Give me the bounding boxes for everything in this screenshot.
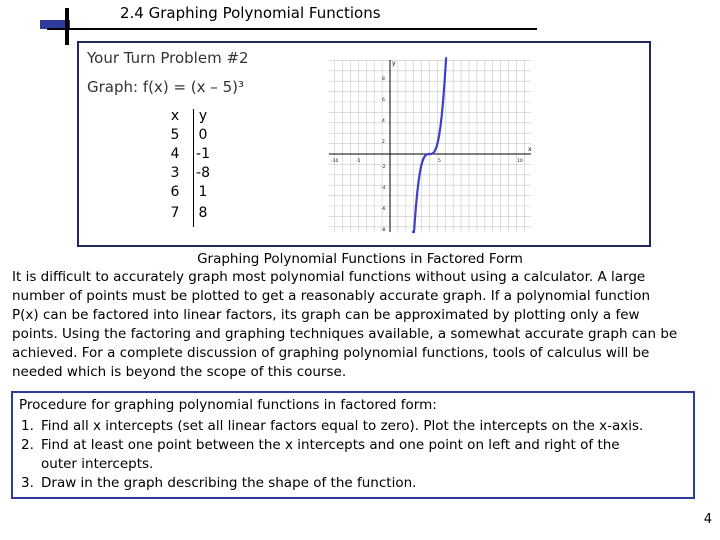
step-number: 1. <box>21 418 34 434</box>
x-cell: 6 <box>170 184 180 200</box>
paragraph-line: points. Using the factoring and graphing techniques available, a somewhat accurate graph can be <box>12 326 678 342</box>
x-tick-label: -10 <box>331 159 339 164</box>
y-tick-label: 8 <box>382 77 385 82</box>
procedure-box <box>11 391 695 499</box>
page-number: 4 <box>703 512 712 527</box>
slide-title: 2.4 Graphing Polynomial Functions <box>120 4 381 22</box>
y-tick-label: -4 <box>381 186 386 191</box>
header-rule <box>47 28 537 30</box>
y-tick-label: 2 <box>382 140 385 145</box>
y-axis-label: y <box>392 60 396 67</box>
step-text: Find at least one point between the x intercepts and one point on left and right of the <box>41 437 620 453</box>
panel-graph-label: Graph: f(x) = (x – 5)³ <box>87 78 244 96</box>
grid-lines <box>329 60 531 232</box>
step-number: 2. <box>21 437 34 453</box>
x-tick-label: 10 <box>517 159 523 164</box>
procedure-step <box>21 436 643 455</box>
cubic-graph <box>325 56 535 234</box>
step-text: Draw in the graph describing the shape of the function. <box>41 475 417 491</box>
y-cell: 0 <box>198 127 208 143</box>
y-tick-label: 6 <box>382 98 385 103</box>
x-cell: 7 <box>170 205 180 221</box>
table-divider <box>193 109 194 227</box>
x-column <box>165 107 185 223</box>
paragraph-line: needed which is beyond the scope of this course. <box>12 364 347 380</box>
y-header: y <box>198 108 208 124</box>
y-tick-label: -6 <box>381 207 386 212</box>
procedure-step <box>21 474 643 493</box>
x-tick-label: -5 <box>356 159 361 164</box>
paragraph-line: P(x) can be factored into linear factors, its graph can be approximated by plotting only a few <box>12 307 640 323</box>
panel-title: Your Turn Problem #2 <box>87 49 249 67</box>
step-text: outer intercepts. <box>41 456 154 472</box>
x-axis-label: x <box>528 146 532 153</box>
x-cell: 4 <box>170 146 180 162</box>
x-header: x <box>170 108 180 124</box>
x-cell: 5 <box>170 127 180 143</box>
intro-paragraph <box>12 268 712 382</box>
y-cell: 1 <box>198 184 208 200</box>
section-heading: Graphing Polynomial Functions in Factored Form <box>197 251 523 267</box>
step-text: Find all x intercepts (set all linear factors equal to zero). Plot the intercepts on the x-axis. <box>41 418 644 434</box>
procedure-heading: Procedure for graphing polynomial functions in factored form: <box>19 397 437 413</box>
procedure-step-continuation <box>21 455 643 474</box>
corner-accent-line <box>65 8 69 45</box>
y-tick-label: -2 <box>381 165 386 170</box>
x-cell: 3 <box>170 165 180 181</box>
y-tick-label: 4 <box>382 119 385 124</box>
paragraph-line: It is difficult to accurately graph most polynomial functions without using a calculator. A large <box>12 269 646 285</box>
procedure-steps <box>21 417 643 493</box>
y-column <box>193 107 213 223</box>
x-tick-label: 5 <box>438 159 441 164</box>
step-number: 3. <box>21 475 34 491</box>
y-cell: -1 <box>196 146 210 162</box>
paragraph-line: achieved. For a complete discussion of graphing polynomial functions, tools of calculus will be <box>12 345 650 361</box>
y-tick-label: -8 <box>381 228 386 233</box>
your-turn-panel <box>77 41 651 247</box>
procedure-step <box>21 417 643 436</box>
paragraph-line: number of points must be plotted to get a reasonably accurate graph. If a polynomial function <box>12 288 651 304</box>
y-cell: -8 <box>196 165 210 181</box>
y-cell: 8 <box>198 205 208 221</box>
